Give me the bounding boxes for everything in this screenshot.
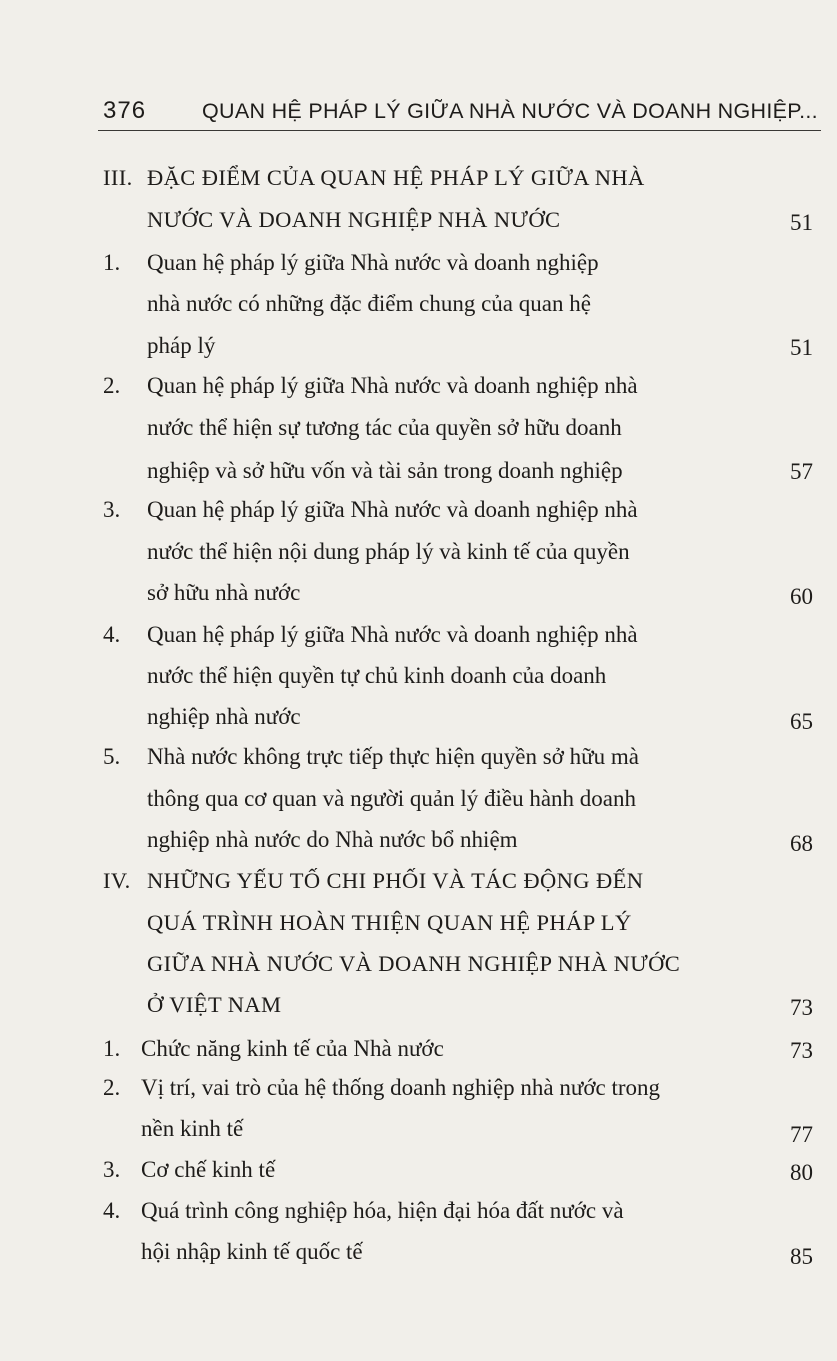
page-reference: 51 — [790, 210, 813, 235]
page-reference: 51 — [790, 335, 813, 360]
section-title-line: Ở VIỆT NAM — [147, 992, 282, 1017]
item-number: 2. — [103, 1075, 121, 1100]
page-reference: 80 — [790, 1160, 813, 1185]
item-number: 4. — [103, 622, 121, 647]
page-reference: 65 — [790, 709, 813, 734]
item-number: 3. — [103, 497, 121, 522]
item-number: 2. — [103, 373, 121, 398]
section-title-line: NƯỚC VÀ DOANH NGHIỆP NHÀ NƯỚC — [147, 207, 561, 232]
item-text-line: Chức năng kinh tế của Nhà nước — [141, 1036, 444, 1061]
page-reference: 73 — [790, 1038, 813, 1063]
item-text-line: nước thể hiện quyền tự chủ kinh doanh của doanh — [147, 663, 607, 688]
item-text-line: Quá trình công nghiệp hóa, hiện đại hóa đất nước và — [141, 1198, 624, 1223]
page-reference: 77 — [790, 1122, 813, 1147]
item-text-line: Quan hệ pháp lý giữa Nhà nước và doanh nghiệp — [147, 250, 599, 275]
item-number: 5. — [103, 744, 121, 769]
item-text-line: nghiệp nhà nước do Nhà nước bổ nhiệm — [147, 827, 518, 852]
item-text-line: nước thể hiện sự tương tác của quyền sở hữu doanh — [147, 415, 622, 440]
item-text-line: nước thể hiện nội dung pháp lý và kinh tế của quyền — [147, 539, 630, 564]
item-text-line: pháp lý — [147, 333, 216, 358]
page-reference: 73 — [790, 995, 813, 1020]
page-reference: 85 — [790, 1244, 813, 1269]
item-text-line: Cơ chế kinh tế — [141, 1157, 276, 1182]
running-title: QUAN HỆ PHÁP LÝ GIỮA NHÀ NƯỚC VÀ DOANH NGHIỆP... — [202, 99, 818, 123]
item-text-line: nghiệp và sở hữu vốn và tài sản trong doanh nghiệp — [147, 458, 623, 483]
section-title-line: QUÁ TRÌNH HOÀN THIỆN QUAN HỆ PHÁP LÝ — [147, 910, 632, 935]
page-number: 376 — [103, 97, 147, 124]
item-text-line: Quan hệ pháp lý giữa Nhà nước và doanh nghiệp nhà — [147, 373, 638, 398]
section-title-line: GIỮA NHÀ NƯỚC VÀ DOANH NGHIỆP NHÀ NƯỚC — [147, 951, 681, 976]
item-number: 1. — [103, 1036, 121, 1061]
item-text-line: Quan hệ pháp lý giữa Nhà nước và doanh nghiệp nhà — [147, 497, 638, 522]
item-text-line: Quan hệ pháp lý giữa Nhà nước và doanh nghiệp nhà — [147, 622, 638, 647]
page-reference: 57 — [790, 459, 813, 484]
item-text-line: sở hữu nhà nước — [147, 580, 301, 605]
item-text-line: Vị trí, vai trò của hệ thống doanh nghiệp nhà nước trong — [141, 1075, 661, 1100]
section-title-line: NHỮNG YẾU TỐ CHI PHỐI VÀ TÁC ĐỘNG ĐẾN — [147, 868, 644, 893]
item-number: 3. — [103, 1157, 121, 1182]
page-reference: 68 — [790, 831, 813, 856]
item-text-line: thông qua cơ quan và người quản lý điều hành doanh — [147, 786, 637, 811]
item-text-line: nghiệp nhà nước — [147, 704, 301, 729]
item-text-line: hội nhập kinh tế quốc tế — [141, 1239, 363, 1264]
section-number: III. — [103, 165, 133, 190]
item-text-line: nhà nước có những đặc điểm chung của quan hệ — [147, 291, 591, 316]
item-text-line: nền kinh tế — [141, 1116, 244, 1141]
item-text-line: Nhà nước không trực tiếp thực hiện quyền sở hữu mà — [147, 744, 639, 769]
page-reference: 60 — [790, 584, 813, 609]
section-title-line: ĐẶC ĐIỂM CỦA QUAN HỆ PHÁP LÝ GIỮA NHÀ — [147, 165, 645, 190]
item-number: 1. — [103, 250, 121, 275]
section-number: IV. — [103, 868, 131, 893]
item-number: 4. — [103, 1198, 121, 1223]
